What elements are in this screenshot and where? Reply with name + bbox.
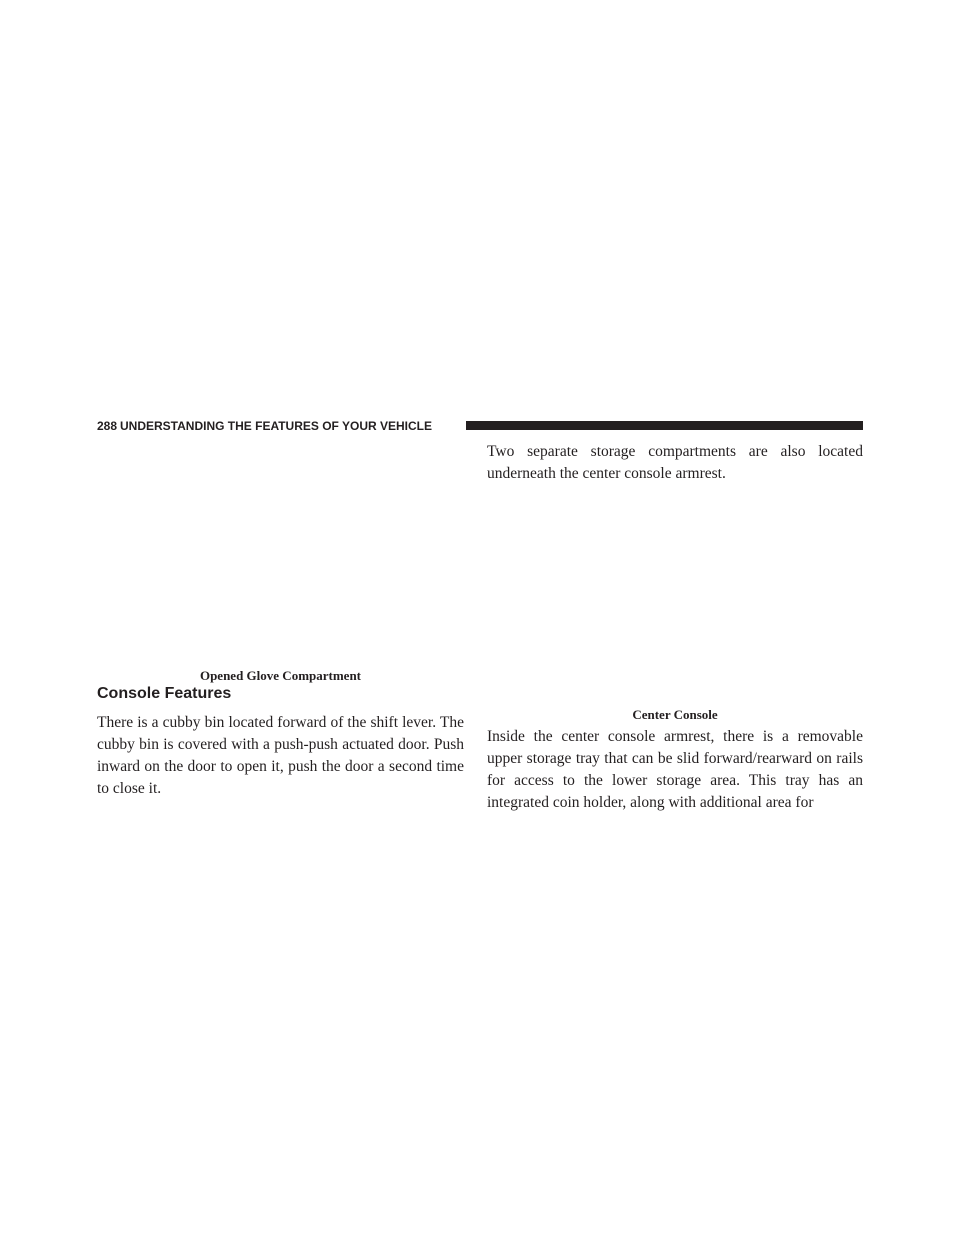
storage-compartments-paragraph: Two separate storage compartments are also located underneath the center console armrest. [487, 443, 863, 482]
section-title: UNDERSTANDING THE FEATURES OF YOUR VEHICLE [120, 419, 433, 433]
center-console-caption: Center Console [632, 707, 718, 722]
glove-compartment-caption: Opened Glove Compartment [199, 668, 362, 683]
page-number: 288 [97, 419, 118, 433]
center-console-figure [487, 492, 863, 702]
header-rule [466, 421, 863, 430]
console-features-heading: Console Features [97, 685, 232, 702]
armrest-tray-paragraph: Inside the center console armrest, there is a removable upper storage tray that can be slid forward/rearward on rails for access to the lower storage area. This tray has an integrated coin holder, along with additional area for [487, 728, 863, 811]
page-header [97, 419, 863, 433]
glove-compartment-figure [97, 440, 464, 664]
cubby-bin-paragraph: There is a cubby bin located forward of the shift lever. The cubby bin is covered with a push-push actuated door. Push inward on the door to open it, push the door a second time to close it. [97, 714, 464, 797]
